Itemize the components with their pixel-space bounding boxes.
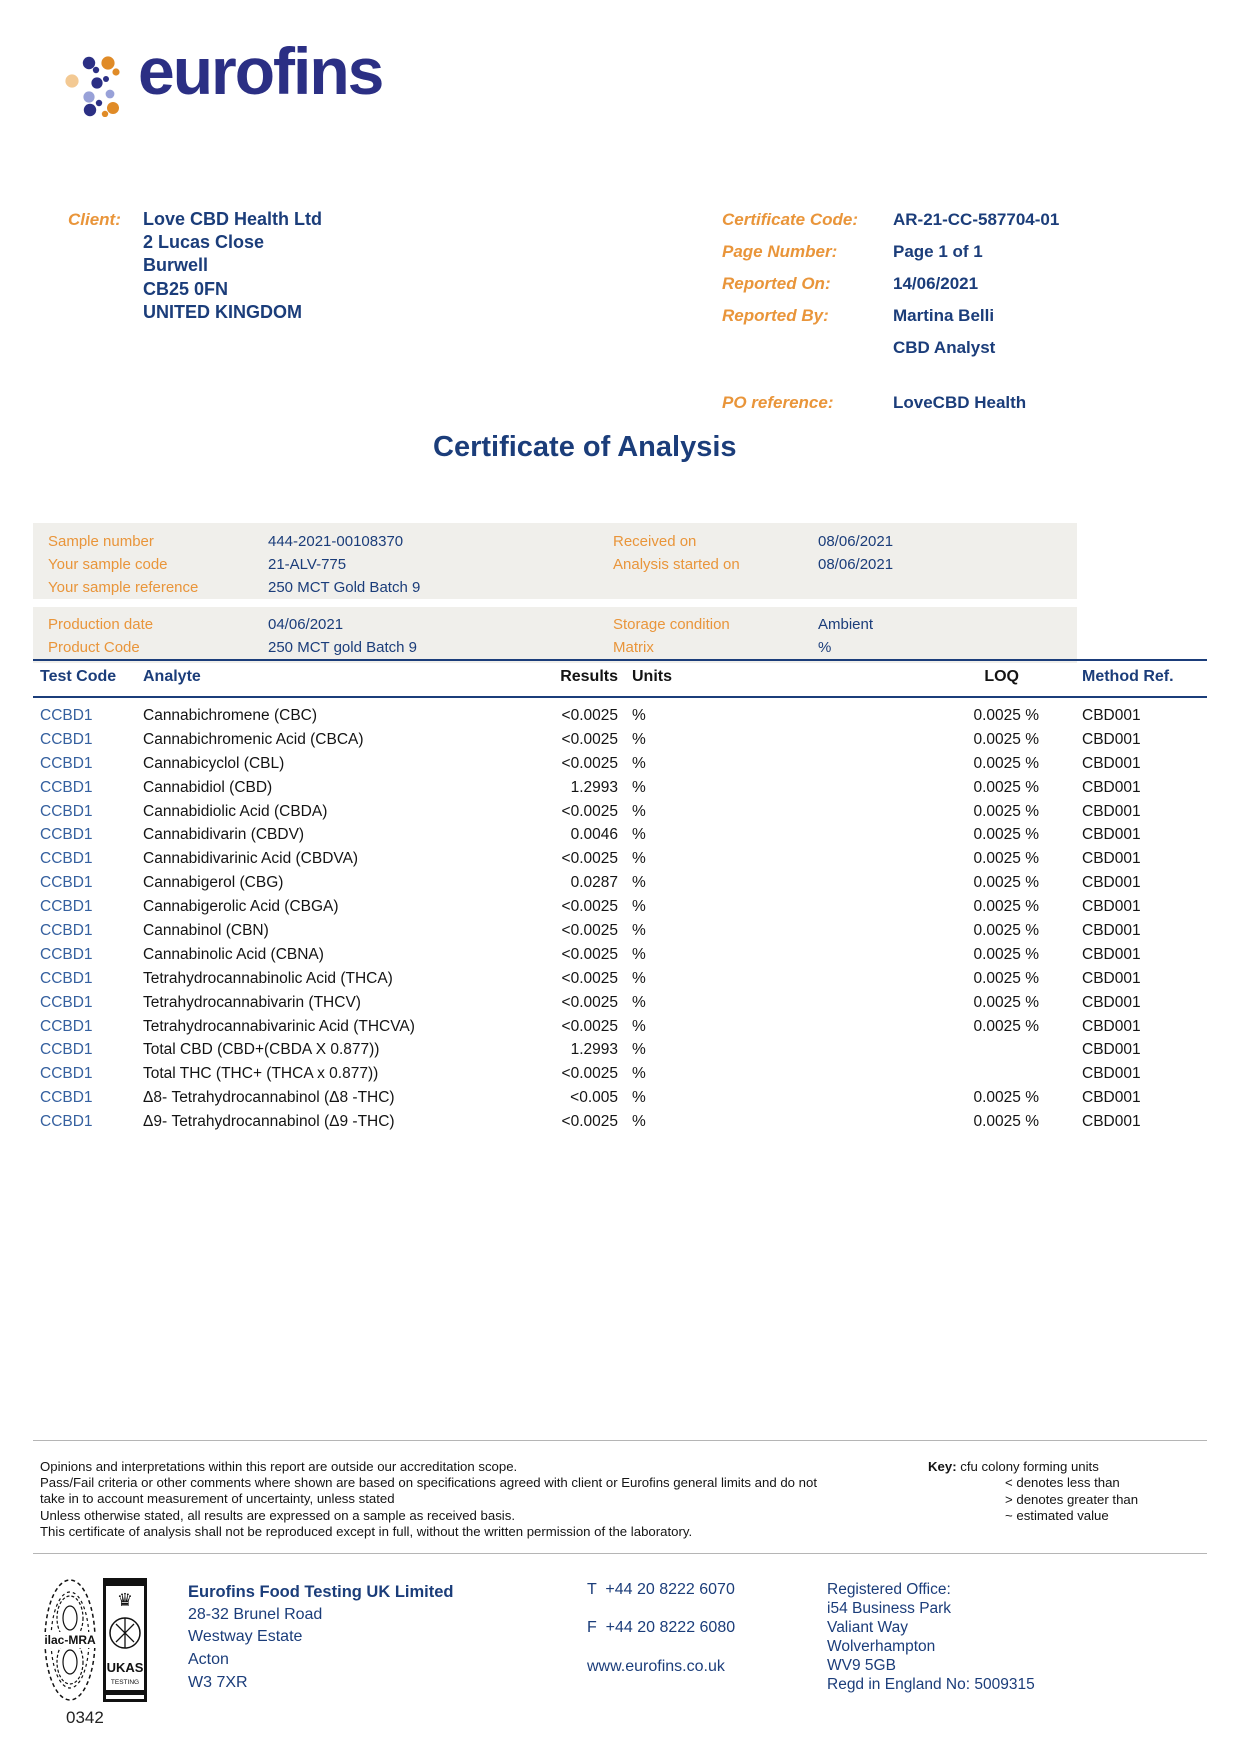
info-label: Storage condition	[613, 616, 730, 634]
accreditation-number: 0342	[66, 1708, 104, 1727]
client-line: UNITED KINGDOM	[143, 301, 302, 322]
registered-line: Valiant Way	[827, 1618, 908, 1636]
meta-row	[722, 236, 1059, 268]
meta-row	[722, 268, 1059, 300]
units-cell: %	[632, 850, 646, 868]
analyte-cell: Cannabinol (CBN)	[143, 922, 269, 940]
info-row	[48, 553, 1077, 576]
units-cell: %	[632, 754, 646, 772]
registered-office	[827, 1581, 1035, 1694]
units-cell: %	[632, 969, 646, 987]
analyte-cell: Cannabichromenic Acid (CBCA)	[143, 730, 364, 748]
method-cell: CBD001	[1082, 1113, 1141, 1131]
units-cell: %	[632, 1089, 646, 1107]
result-cell: 1.2993	[570, 1041, 618, 1059]
result-cell: <0.0025	[561, 898, 618, 916]
table-row	[40, 728, 1212, 752]
spacer	[1039, 800, 1082, 824]
table-row	[40, 871, 1212, 895]
table-row	[40, 1110, 1212, 1134]
info-label: Product Code	[48, 639, 140, 657]
units-cell: %	[632, 826, 646, 844]
info-value: 08/06/2021	[818, 533, 894, 551]
po-reference-row	[722, 387, 1026, 419]
units-cell: %	[632, 922, 646, 940]
test-code-cell: CCBD1	[40, 874, 93, 892]
table-row	[40, 943, 1212, 967]
test-code-cell: CCBD1	[40, 1113, 93, 1131]
registered-line: i54 Business Park	[827, 1599, 952, 1617]
analyte-cell: Cannabichromene (CBC)	[143, 707, 318, 724]
analyte-cell: Cannabigerol (CBG)	[143, 874, 284, 892]
info-value: 21-ALV-775	[268, 556, 347, 574]
units-cell: %	[632, 874, 646, 892]
table-row	[40, 823, 1212, 847]
loq-cell: 0.0025 %	[973, 1089, 1039, 1107]
svg-text:UKAS: UKAS	[106, 1660, 144, 1675]
result-cell: <0.0025	[561, 754, 618, 772]
method-cell: CBD001	[1082, 945, 1141, 963]
info-value: 250 MCT gold Batch 9	[268, 639, 417, 657]
method-cell: CBD001	[1082, 1041, 1141, 1059]
analyte-cell: Cannabigerolic Acid (CBGA)	[143, 898, 339, 916]
method-cell: CBD001	[1082, 898, 1141, 916]
info-row	[48, 576, 1077, 599]
disclaimer-line: take in to account measurement of uncertainty, unless stated	[40, 1491, 395, 1507]
method-cell: CBD001	[1082, 1065, 1141, 1083]
spacer	[1039, 847, 1082, 871]
test-code-cell: CCBD1	[40, 707, 93, 724]
result-cell: <0.0025	[561, 969, 618, 987]
table-row	[40, 847, 1212, 871]
analyte-cell: Cannabinolic Acid (CBNA)	[143, 945, 324, 963]
client-line: Burwell	[143, 255, 209, 276]
report-meta	[722, 204, 1059, 364]
test-code-cell: CCBD1	[40, 826, 93, 844]
units-cell: %	[632, 993, 646, 1011]
info-value: Ambient	[818, 616, 874, 634]
production-info-box	[33, 607, 1077, 663]
method-cell: CBD001	[1082, 850, 1141, 868]
registered-line: Wolverhampton	[827, 1637, 936, 1655]
loq-cell: 0.0025 %	[973, 826, 1039, 844]
registered-line: Regd in England No: 5009315	[827, 1675, 1035, 1693]
test-code-cell: CCBD1	[40, 1017, 93, 1035]
loq-cell: 0.0025 %	[973, 1017, 1039, 1035]
table-row	[40, 919, 1212, 943]
result-cell: <0.0025	[561, 945, 618, 963]
table-header-row	[40, 668, 1212, 686]
result-cell: <0.005	[570, 1089, 618, 1107]
client-line: Love CBD Health Ltd	[143, 209, 323, 229]
meta-row	[722, 332, 1059, 364]
loq-cell	[713, 1062, 1039, 1086]
key-cfu: cfu colony forming units	[960, 1459, 1099, 1474]
registered-line: WV9 5GB	[827, 1656, 896, 1674]
page-number-value: Page 1 of 1	[893, 242, 983, 261]
loq-cell: 0.0025 %	[973, 850, 1039, 868]
certificate-code-value: AR-21-CC-587704-01	[893, 210, 1060, 229]
client-address	[143, 208, 322, 324]
loq-cell: 0.0025 %	[973, 707, 1039, 724]
loq-cell	[713, 1038, 1039, 1062]
info-label: Received on	[613, 533, 697, 551]
units-cell: %	[632, 1017, 646, 1035]
test-code-cell: CCBD1	[40, 1041, 93, 1059]
info-value: %	[818, 639, 832, 657]
test-code-cell: CCBD1	[40, 945, 93, 963]
test-code-cell: CCBD1	[40, 802, 93, 820]
loq-cell: 0.0025 %	[973, 730, 1039, 748]
info-row	[48, 530, 1077, 553]
disclaimer-line: Unless otherwise stated, all results are expressed on a sample as received basis.	[40, 1507, 515, 1523]
certificate-code-label: Certificate Code:	[722, 210, 859, 229]
spacer	[1039, 895, 1082, 919]
test-code-cell: CCBD1	[40, 1089, 93, 1107]
results-rows	[40, 704, 1212, 1134]
company-line: 28-32 Brunel Road	[188, 1605, 323, 1623]
info-label: Analysis started on	[613, 556, 740, 574]
units-cell: %	[632, 1065, 646, 1083]
col-header-method: Method Ref.	[1082, 668, 1174, 685]
spacer	[1039, 776, 1082, 800]
loq-cell: 0.0025 %	[973, 802, 1039, 820]
test-code-cell: CCBD1	[40, 898, 93, 916]
spacer	[1039, 1086, 1082, 1110]
loq-cell: 0.0025 %	[973, 874, 1039, 892]
method-cell: CBD001	[1082, 922, 1141, 940]
table-row	[40, 1062, 1212, 1086]
units-cell: %	[632, 945, 646, 963]
key-line: > denotes greater than	[1005, 1491, 1139, 1507]
result-cell: <0.0025	[561, 1065, 618, 1083]
spacer	[1039, 991, 1082, 1015]
disclaimer-top-rule	[33, 1440, 1207, 1441]
analyte-cell: Tetrahydrocannabinolic Acid (THCA)	[143, 969, 393, 987]
result-cell: <0.0025	[561, 730, 618, 748]
test-code-cell: CCBD1	[40, 969, 93, 987]
method-cell: CBD001	[1082, 874, 1141, 892]
company-address	[188, 1581, 454, 1695]
reported-by-label: Reported By:	[722, 306, 829, 325]
result-cell: 0.0046	[570, 826, 618, 844]
spacer	[1039, 919, 1082, 943]
result-cell: <0.0025	[561, 850, 618, 868]
spacer	[1039, 1038, 1082, 1062]
test-code-cell: CCBD1	[40, 850, 93, 868]
spacer	[1039, 1110, 1082, 1134]
method-cell: CBD001	[1082, 802, 1141, 820]
table-top-rule	[33, 659, 1207, 661]
col-header-analyte: Analyte	[143, 668, 201, 685]
units-cell: %	[632, 778, 646, 796]
analyte-cell: Tetrahydrocannabivarinic Acid (THCVA)	[143, 1017, 415, 1035]
client-label: Client:	[68, 210, 121, 229]
client-line: CB25 0FN	[143, 278, 229, 299]
loq-cell: 0.0025 %	[973, 898, 1039, 916]
table-row	[40, 1038, 1212, 1062]
result-cell: <0.0025	[561, 1017, 618, 1035]
loq-cell: 0.0025 %	[973, 945, 1039, 963]
eurofins-logo-text: eurofins	[138, 34, 383, 108]
method-cell: CBD001	[1082, 1089, 1141, 1107]
company-line: Acton	[188, 1651, 229, 1669]
page-title: Certificate of Analysis	[433, 431, 737, 463]
test-code-cell: CCBD1	[40, 754, 93, 772]
loq-cell: 0.0025 %	[973, 969, 1039, 987]
units-cell: %	[632, 1041, 646, 1059]
table-row	[40, 776, 1212, 800]
info-value: 250 MCT Gold Batch 9	[268, 579, 421, 597]
table-row	[40, 895, 1212, 919]
reported-on-value: 14/06/2021	[893, 274, 979, 293]
table-row	[40, 1086, 1212, 1110]
col-header-results: Results	[560, 668, 618, 685]
spacer	[1039, 704, 1082, 728]
svg-text:♛: ♛	[116, 1590, 134, 1611]
svg-text:ilac-MRA: ilac-MRA	[44, 1633, 96, 1647]
units-cell: %	[632, 898, 646, 916]
analyte-cell: Cannabidiol (CBD)	[143, 778, 273, 796]
analyte-cell: Tetrahydrocannabivarin (THCV)	[143, 993, 361, 1011]
spacer	[1039, 1062, 1082, 1086]
spacer	[1039, 871, 1082, 895]
method-cell: CBD001	[1082, 778, 1141, 796]
result-cell: <0.0025	[561, 1113, 618, 1131]
info-label: Matrix	[613, 639, 654, 657]
analyte-cell: Total CBD (CBD+(CBDA X 0.877))	[143, 1041, 380, 1059]
po-reference-value: LoveCBD Health	[893, 393, 1027, 412]
key-block	[928, 1459, 1138, 1525]
result-cell: <0.0025	[561, 802, 618, 820]
spacer	[1039, 967, 1082, 991]
method-cell: CBD001	[1082, 1017, 1141, 1035]
analyte-cell: Cannabidivarin (CBDV)	[143, 826, 305, 844]
spacer	[1039, 728, 1082, 752]
method-cell: CBD001	[1082, 754, 1141, 772]
client-line: 2 Lucas Close	[143, 232, 265, 253]
spacer	[1039, 668, 1082, 686]
info-value: 444-2021-00108370	[268, 533, 404, 551]
units-cell: %	[632, 707, 646, 724]
reported-by-value: Martina Belli	[893, 306, 995, 325]
website-url: www.eurofins.co.uk	[587, 1658, 725, 1675]
company-line: W3 7XR	[188, 1673, 248, 1691]
test-code-cell: CCBD1	[40, 922, 93, 940]
disclaimer-line: Pass/Fail criteria or other comments where shown are based on specifications agreed with client or Eurofins general limits and do not	[40, 1475, 817, 1491]
test-code-cell: CCBD1	[40, 778, 93, 796]
meta-row	[722, 204, 1059, 236]
key-label: Key:	[928, 1459, 957, 1474]
loq-cell: 0.0025 %	[973, 778, 1039, 796]
col-header-units: Units	[632, 668, 672, 685]
reported-on-label: Reported On:	[722, 274, 831, 293]
table-row	[40, 1015, 1212, 1039]
phone-f: F +44 20 8222 6080	[587, 1619, 736, 1636]
method-cell: CBD001	[1082, 993, 1141, 1011]
footer-top-rule	[33, 1553, 1207, 1554]
company-line: Westway Estate	[188, 1628, 303, 1646]
units-cell: %	[632, 802, 646, 820]
eurofins-logo-icon	[63, 53, 131, 117]
method-cell: CBD001	[1082, 826, 1141, 844]
analyte-cell: Δ8- Tetrahydrocannabinol (Δ8 -THC)	[143, 1089, 395, 1107]
result-cell: <0.0025	[561, 993, 618, 1011]
company-name: Eurofins Food Testing UK Limited	[188, 1583, 454, 1601]
ukas-logo	[103, 1578, 147, 1702]
disclaimer-text	[40, 1459, 817, 1540]
info-label: Production date	[48, 616, 154, 634]
analyte-cell: Δ9- Tetrahydrocannabinol (Δ9 -THC)	[143, 1113, 395, 1131]
table-row	[40, 967, 1212, 991]
phone-t: T +44 20 8222 6070	[587, 1581, 735, 1598]
disclaimer-line: Opinions and interpretations within this report are outside our accreditation scope.	[40, 1459, 518, 1474]
info-row	[48, 636, 1077, 659]
units-cell: %	[632, 730, 646, 748]
loq-cell: 0.0025 %	[973, 922, 1039, 940]
table-row	[40, 752, 1212, 776]
meta-row	[722, 300, 1059, 332]
table-row	[40, 991, 1212, 1015]
analyte-cell: Cannabicyclol (CBL)	[143, 754, 285, 772]
sample-info-box	[33, 523, 1077, 599]
test-code-cell: CCBD1	[40, 1065, 93, 1083]
test-code-cell: CCBD1	[40, 730, 93, 748]
svg-text:TESTING: TESTING	[110, 1679, 140, 1686]
result-cell: <0.0025	[561, 922, 618, 940]
spacer	[1039, 943, 1082, 967]
table-row	[40, 704, 1212, 728]
result-cell: 1.2993	[570, 778, 618, 796]
info-label: Your sample code	[48, 556, 168, 574]
col-header-loq: LOQ	[984, 668, 1019, 685]
registered-line: Registered Office:	[827, 1581, 951, 1598]
result-cell: <0.0025	[561, 707, 618, 724]
info-row	[48, 613, 1077, 636]
spacer	[1039, 752, 1082, 776]
test-code-cell: CCBD1	[40, 993, 93, 1011]
spacer	[1039, 1015, 1082, 1039]
po-reference-label: PO reference:	[722, 393, 834, 412]
method-cell: CBD001	[1082, 707, 1141, 724]
spacer	[1039, 823, 1082, 847]
analyte-cell: Total THC (THC+ (THCA x 0.877))	[143, 1065, 379, 1083]
result-cell: 0.0287	[570, 874, 618, 892]
info-value: 08/06/2021	[818, 556, 894, 574]
col-header-test-code: Test Code	[40, 668, 117, 685]
loq-cell: 0.0025 %	[973, 1113, 1039, 1131]
units-cell: %	[632, 1113, 646, 1131]
method-cell: CBD001	[1082, 969, 1141, 987]
key-first-line	[928, 1459, 1138, 1475]
disclaimer-line: This certificate of analysis shall not be reproduced except in full, without the written permission of the laboratory.	[40, 1523, 693, 1539]
analyte-cell: Cannabidivarinic Acid (CBDVA)	[143, 850, 359, 868]
analyte-cell: Cannabidiolic Acid (CBDA)	[143, 802, 328, 820]
info-value: 04/06/2021	[268, 616, 344, 634]
info-label: Sample number	[48, 533, 154, 551]
table-header-rule	[33, 696, 1207, 698]
loq-cell: 0.0025 %	[973, 993, 1039, 1011]
table-row	[40, 800, 1212, 824]
key-line: ~ estimated value	[1005, 1508, 1109, 1524]
loq-cell: 0.0025 %	[973, 754, 1039, 772]
reported-by-role: CBD Analyst	[893, 338, 996, 357]
ilac-mra-logo	[43, 1578, 97, 1702]
key-line: < denotes less than	[1005, 1475, 1120, 1491]
method-cell: CBD001	[1082, 730, 1141, 748]
page-number-label: Page Number:	[722, 242, 838, 261]
info-label: Your sample reference	[48, 579, 199, 597]
